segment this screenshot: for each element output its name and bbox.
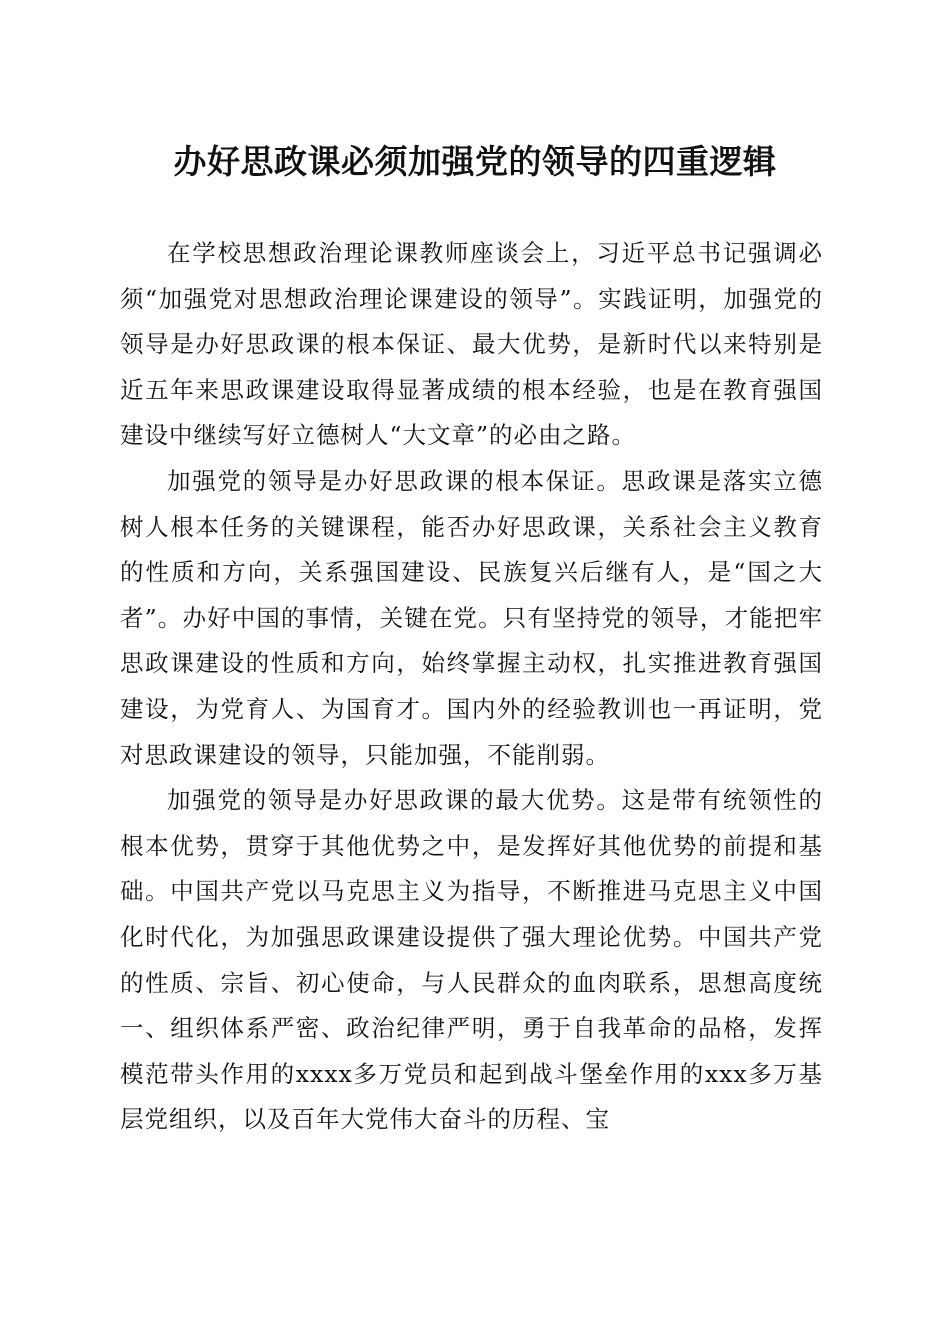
paragraph-3: 加强党的领导是办好思政课的最大优势。这是带有统领性的根本优势，贯穿于其他优势之中，是发挥好其他优势的前提和基础。中国共产党以马克思主义为指导，不断推进马克思主义中国化时代化，为加强思政课建设提供了强大理论优势。中国共产党的性质、宗旨、初心使命，与人民群众的血肉联系，思想高度统一、组织体系严密、政治纪律严明，勇于自我革命的品格，发挥模范带头作用的xxxx多万党员和起到战斗堡垒作用的xxx多万基层党组织，以及百年大党伟大奋斗的历程、宝 — [120, 786, 823, 1134]
paragraph-2: 加强党的领导是办好思政课的根本保证。思政课是落实立德树人根本任务的关键课程，能否办好思政课，关系社会主义教育的性质和方向，关系强国建设、民族复兴后继有人，是“国之大者”。办好中国的事情，关键在党。只有坚持党的领导，才能把牢思政课建设的性质和方向，始终掌握主动权，扎实推进教育强国建设，为党育人、为国育才。国内外的经验教训也一再证明，党对思政课建设的领导，只能加强，不能削弱。 — [120, 466, 823, 769]
document-body — [120, 231, 823, 1143]
paragraph-1: 在学校思想政治理论课教师座谈会上，习近平总书记强调必须“加强党对思想政治理论课建设的领导”。实践证明，加强党的领导是办好思政课的根本保证、最大优势，是新时代以来特别是近五年来思政课建设取得显著成绩的根本经验，也是在教育强国建设中继续写好立德树人“大文章”的必由之路。 — [120, 239, 823, 450]
document-title: 办好思政课必须加强党的领导的四重逻辑 — [173, 142, 777, 181]
